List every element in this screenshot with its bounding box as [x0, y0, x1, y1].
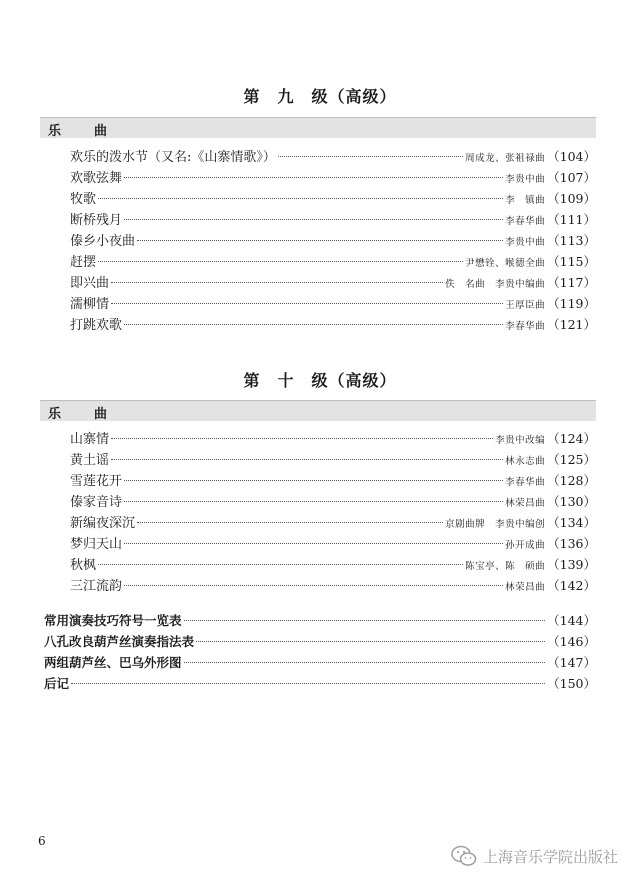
entry-composer: 周成龙、张祖禄曲 [465, 153, 546, 164]
entry-title: 欢乐的泼水节（又名:《山寨情歌》） [70, 150, 276, 165]
toc-entry[interactable] [70, 491, 596, 512]
entry-composer: 孙开成曲 [505, 540, 546, 551]
entry-title: 赶摆 [70, 255, 97, 270]
entry-page: （130） [547, 494, 596, 509]
entry-title: 黄土谣 [70, 453, 110, 468]
entry-page: （115） [547, 254, 596, 269]
wechat-icon [451, 845, 477, 867]
watermark [451, 845, 618, 867]
toc-entry[interactable] [44, 674, 596, 695]
entry-page: （142） [547, 578, 596, 593]
entry-title: 三江流韵 [70, 579, 123, 594]
entry-composer: 林荣昌曲 [505, 498, 546, 509]
leader-dots [124, 177, 503, 178]
leader-dots [124, 501, 503, 502]
leader-dots [196, 641, 545, 642]
entry-page: （125） [547, 452, 596, 467]
entry-title: 牧歌 [70, 192, 97, 207]
entry-title: 傣家音诗 [70, 495, 123, 510]
toc-entry[interactable] [70, 167, 596, 188]
entry-page: （109） [547, 191, 596, 206]
entry-title: 秋枫 [70, 558, 97, 573]
leader-dots [278, 156, 463, 157]
watermark-text: 上海音乐学院出版社 [482, 847, 618, 866]
level-10-title: 第 十 级（高级） [243, 371, 397, 390]
entry-page: （104） [547, 149, 596, 164]
leader-dots [124, 480, 503, 481]
toc-entry[interactable] [70, 554, 596, 575]
entry-page: （146） [547, 634, 596, 649]
toc-level-10 [70, 428, 596, 596]
entry-title: 八孔改良葫芦丝演奏指法表 [44, 634, 195, 649]
toc-entry[interactable] [70, 188, 596, 209]
toc-entry[interactable] [70, 533, 596, 554]
toc-entry[interactable] [70, 146, 596, 167]
leader-dots [111, 282, 443, 283]
entry-composer: 林永志曲 [505, 456, 546, 467]
entry-title: 打跳欢歌 [70, 318, 123, 333]
entry-title: 两组葫芦丝、巴乌外形图 [44, 655, 182, 670]
entry-composer: 李春华曲 [505, 321, 546, 332]
section-bar-level-10 [40, 400, 596, 421]
toc-entry[interactable] [44, 632, 596, 653]
entry-title: 常用演奏技巧符号一览表 [44, 613, 182, 628]
toc-entry[interactable] [70, 449, 596, 470]
entry-page: （113） [547, 233, 596, 248]
entry-page: （121） [547, 317, 596, 332]
toc-entry[interactable] [44, 611, 596, 632]
toc-appendix [44, 611, 596, 695]
entry-composer: 京剧曲牌 李贵中编创 [445, 519, 546, 530]
section-bar-level-9 [40, 117, 596, 138]
leader-dots [124, 585, 503, 586]
toc-entry[interactable] [70, 314, 596, 335]
leader-dots [137, 522, 443, 523]
toc-entry[interactable] [70, 575, 596, 596]
toc-entry[interactable] [70, 272, 596, 293]
entry-page: （107） [547, 170, 596, 185]
toc-entry[interactable] [70, 293, 596, 314]
entry-composer: 林荣昌曲 [505, 582, 546, 593]
entry-title: 新编夜深沉 [70, 516, 136, 531]
entry-page: （150） [547, 676, 596, 691]
entry-title: 濡柳情 [70, 297, 110, 312]
entry-page: （111） [547, 212, 596, 227]
page-number: 6 [38, 834, 46, 848]
entry-title: 山寨情 [70, 432, 110, 447]
entry-page: （128） [547, 473, 596, 488]
entry-composer: 李贵中改编 [495, 435, 546, 446]
leader-dots [98, 198, 503, 199]
entry-composer: 李 镇曲 [505, 195, 546, 206]
entry-page: （119） [547, 296, 596, 311]
toc-level-9 [70, 146, 596, 335]
toc-entry[interactable] [70, 428, 596, 449]
entry-composer: 李贵中曲 [505, 174, 546, 185]
entry-composer: 王厚臣曲 [505, 300, 546, 311]
entry-title: 后记 [44, 676, 70, 691]
section-label: 乐 曲 [48, 124, 118, 139]
entry-title: 雪莲花开 [70, 474, 123, 489]
entry-composer: 尹懋铨、喉德全曲 [465, 258, 546, 269]
entry-page: （147） [547, 655, 596, 670]
entry-composer: 李春华曲 [505, 216, 546, 227]
entry-page: （144） [547, 613, 596, 628]
leader-dots [124, 543, 503, 544]
entry-page: （139） [547, 557, 596, 572]
toc-entry[interactable] [70, 230, 596, 251]
entry-title: 断桥残月 [70, 213, 123, 228]
toc-entry[interactable] [70, 512, 596, 533]
entry-page: （124） [547, 431, 596, 446]
leader-dots [124, 324, 503, 325]
entry-title: 欢歌弦舞 [70, 171, 123, 186]
entry-title: 即兴曲 [70, 276, 110, 291]
leader-dots [184, 662, 546, 663]
entry-composer: 李春华曲 [505, 477, 546, 488]
leader-dots [71, 683, 545, 684]
leader-dots [111, 438, 493, 439]
toc-entry[interactable] [70, 470, 596, 491]
entry-composer: 陈宝亭、陈 硕曲 [465, 561, 546, 572]
leader-dots [184, 620, 546, 621]
toc-entry[interactable] [70, 251, 596, 272]
section-label: 乐 曲 [48, 407, 118, 422]
toc-entry[interactable] [70, 209, 596, 230]
leader-dots [111, 303, 503, 304]
leader-dots [124, 219, 503, 220]
entry-composer: 佚 名曲 李贵中编曲 [445, 279, 546, 290]
level-9-title: 第 九 级（高级） [243, 87, 397, 106]
entry-page: （117） [547, 275, 596, 290]
toc-entry[interactable] [44, 653, 596, 674]
entry-title: 梦归天山 [70, 537, 123, 552]
leader-dots [137, 240, 503, 241]
leader-dots [98, 564, 463, 565]
entry-page: （134） [547, 515, 596, 530]
entry-page: （136） [547, 536, 596, 551]
entry-composer: 李贵中曲 [505, 237, 546, 248]
leader-dots [111, 459, 503, 460]
leader-dots [98, 261, 463, 262]
entry-title: 傣乡小夜曲 [70, 234, 136, 249]
